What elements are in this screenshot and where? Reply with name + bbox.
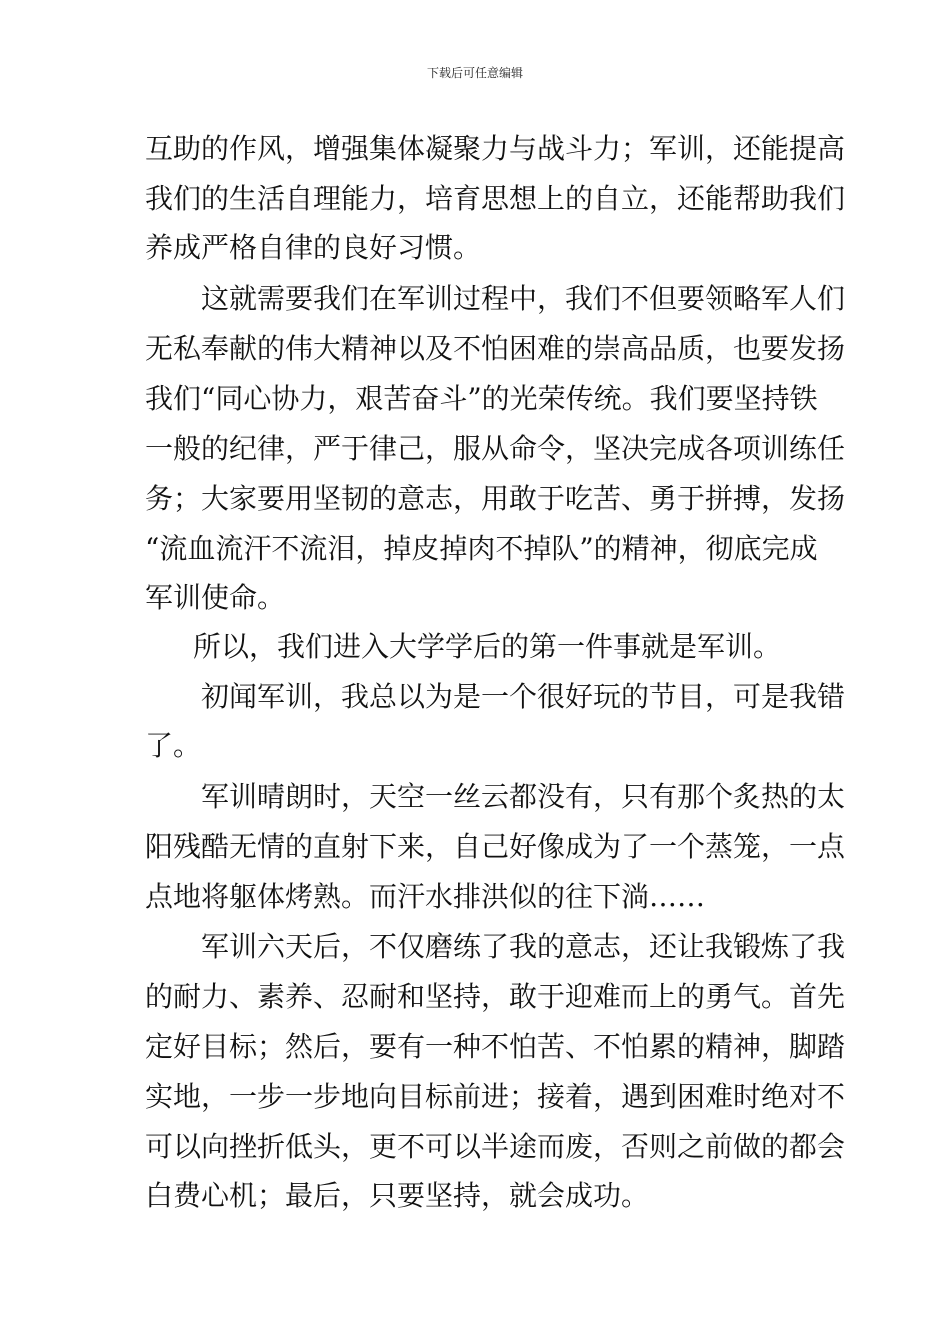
- text-line: 这就需要我们在军训过程中，我们不但要领略军人们: [201, 282, 846, 315]
- text-line: 可以向挫折低头，更不可以半途而废，否则之前做的都会: [145, 1130, 846, 1163]
- text-line: 无私奉献的伟大精神以及不怕困难的崇高品质，也要发扬: [145, 332, 846, 365]
- text-line: 点地将躯体烤熟。而汗水排洪似的往下淌……: [145, 880, 706, 913]
- text-line: “流血流汗不流泪，掉皮掉肉不掉队”的精神，彻底完成: [145, 532, 818, 565]
- text-line: 了。: [145, 729, 202, 762]
- text-line: 务；大家要用坚韧的意志，用敢于吃苦、勇于拼搏，发扬: [145, 482, 846, 515]
- text-line: 实地，一步一步地向目标前进；接着，遇到困难时绝对不: [145, 1080, 846, 1113]
- text-line: 初闻军训，我总以为是一个很好玩的节目，可是我错: [201, 680, 846, 713]
- text-line: 一般的纪律，严于律己，服从命令，坚决完成各项训练任: [145, 432, 846, 465]
- page-header: 下载后可任意编辑: [426, 66, 523, 80]
- text-line: 军训六天后，不仅磨练了我的意志，还让我锻炼了我: [201, 930, 846, 963]
- text-line: 我们的生活自理能力，培育思想上的自立，还能帮助我们: [145, 182, 846, 215]
- text-line: 所以，我们进入大学学后的第一件事就是军训。: [193, 630, 782, 663]
- text-line: 养成严格自律的良好习惯。: [145, 231, 482, 264]
- text-line: 定好目标；然后，要有一种不怕苦、不怕累的精神，脚踏: [145, 1030, 846, 1063]
- text-line: 的耐力、素养、忍耐和坚持，敢于迎难而上的勇气。首先: [145, 980, 846, 1013]
- text-line: 互助的作风，增强集体凝聚力与战斗力；军训，还能提高: [145, 132, 846, 165]
- text-line: 军训晴朗时，天空一丝云都没有，只有那个炙热的太: [201, 780, 846, 813]
- text-line: 军训使命。: [145, 581, 286, 614]
- text-line: 我们“同心协力，艰苦奋斗”的光荣传统。我们要坚持铁: [145, 382, 818, 415]
- text-line: 白费心机；最后，只要坚持，就会成功。: [145, 1179, 650, 1212]
- text-line: 阳残酷无情的直射下来，自己好像成为了一个蒸笼，一点: [145, 830, 846, 863]
